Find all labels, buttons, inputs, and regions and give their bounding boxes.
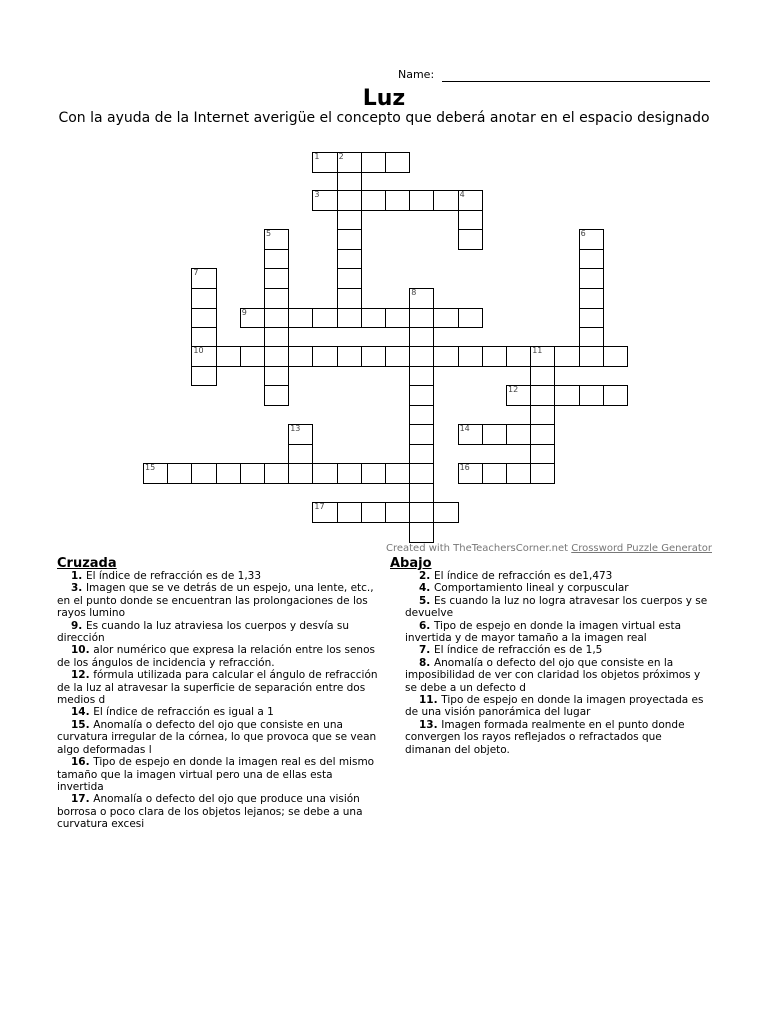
crossword-cell[interactable] [216,463,241,484]
clue-number: 12. [71,669,94,682]
crossword-cell[interactable] [143,463,168,484]
crossword-cell[interactable] [361,346,386,367]
cell-number: 6 [580,229,586,238]
clue-number: 11. [419,694,442,707]
clue-number: 10. [71,644,94,657]
down-clue [405,620,710,645]
crossword-cell[interactable] [458,210,483,230]
generator-link[interactable]: Crossword Puzzle Generator [571,543,712,554]
clue-text: Es cuando la luz atraviesa los cuerpos y desvía su dirección [57,619,350,645]
clue-number: 1. [71,570,86,582]
clue-text: El índice de refracción es de1,473 [433,570,613,582]
crossword-cell[interactable] [337,288,362,309]
clue-number: 14. [71,706,94,719]
crossword-cell[interactable] [409,366,434,386]
crossword-cell[interactable] [337,190,362,211]
clue-text: Imagen que se ve detrás de un espejo, una lente, etc., en el punto donde se encuentran las prolongaciones de los rayos lumino [57,582,374,620]
crossword-cell[interactable] [530,463,555,484]
across-clue [57,570,382,582]
crossword-cell[interactable] [288,444,313,464]
crossword-cell[interactable] [264,249,289,269]
crossword-cell[interactable] [337,249,362,269]
clue-text: Anomalía o defecto del ojo que consiste en una curvatura irregular de la córnea, lo que provoca que se vean algo deformadas l [57,718,377,756]
crossword-cell[interactable] [288,346,313,367]
across-clue [57,706,382,718]
crossword-cell[interactable] [409,346,434,367]
clue-text: Tipo de espejo en donde la imagen real es del mismo tamaño que la imagen virtual pero una de ellas esta invertida [57,756,375,793]
crossword-cell[interactable] [191,308,216,328]
credit-line [386,543,712,554]
crossword-cell[interactable] [337,268,362,289]
down-clue [405,657,710,694]
crossword-cell[interactable] [288,424,313,445]
cell-number: 11 [532,346,543,355]
cell-number: 2 [338,152,344,161]
crossword-cell[interactable] [554,385,579,406]
down-clue-list [405,570,710,756]
name-label: Name: [398,68,435,81]
crossword-cell[interactable] [385,463,410,484]
crossword-cell[interactable] [506,463,531,484]
crossword-cell[interactable] [385,308,410,328]
crossword-cell[interactable] [312,308,337,328]
cell-number: 1 [314,152,320,161]
crossword-cell[interactable] [361,190,386,211]
across-clue-list [57,570,382,831]
crossword-cell[interactable] [312,463,337,484]
clue-number: 2. [419,570,434,582]
clue-text: El índice de refracción es igual a 1 [93,706,274,719]
crossword-cell[interactable] [312,190,337,211]
clue-text: Anomalía o defecto del ojo que consiste en la imposibilidad de ver con claridad los objetos próximos y se debe a un defecto d [405,656,701,694]
crossword-cell[interactable] [264,308,289,328]
clue-number: 6. [419,619,434,632]
clue-text: fórmula utilizada para calcular el ángulo de refracción de la luz al atravesar la superficie de separación entre dos medios d [57,669,378,707]
clue-text: Tipo de espejo en donde la imagen virtual esta invertida y de mayor tamaño a la imagen real [405,619,682,645]
crossword-cell[interactable] [579,327,604,347]
crossword-cell[interactable] [337,229,362,250]
clue-number: 13. [419,718,442,731]
across-heading: Cruzada [57,556,117,571]
crossword-cell[interactable] [579,385,604,406]
crossword-cell[interactable] [579,268,604,289]
crossword-cell[interactable] [337,308,362,328]
down-clue [405,582,710,594]
crossword-cell[interactable] [579,346,604,367]
across-clue [57,644,382,669]
clue-text: Comportamiento lineal y corpuscular [433,582,629,595]
crossword-cell[interactable] [530,424,555,445]
crossword-cell[interactable] [288,463,313,484]
crossword-cell[interactable] [240,308,265,328]
crossword-cell[interactable] [409,463,434,484]
crossword-cell[interactable] [264,346,289,367]
across-clue [57,756,382,793]
crossword-cell[interactable] [530,346,555,367]
crossword-cell[interactable] [191,327,216,347]
across-clue [57,669,382,706]
crossword-cell[interactable] [433,502,458,523]
clue-number: 3. [71,582,86,595]
down-heading: Abajo [390,556,432,571]
crossword-cell[interactable] [337,502,362,523]
crossword-cell[interactable] [409,424,434,445]
cell-number: 8 [411,288,417,297]
crossword-cell[interactable] [579,229,604,250]
across-clue [57,620,382,645]
crossword-cell[interactable] [337,210,362,230]
crossword-cell[interactable] [361,308,386,328]
crossword-cell[interactable] [433,308,458,328]
crossword-cell[interactable] [603,385,628,406]
crossword-cell[interactable] [409,190,434,211]
crossword-cell[interactable] [409,288,434,309]
crossword-cell[interactable] [409,502,434,523]
clue-text: El índice de refracción es de 1,33 [85,570,262,582]
cell-number: 12 [508,385,519,394]
crossword-cell[interactable] [361,463,386,484]
across-clue [57,719,382,756]
crossword-cell[interactable] [409,444,434,464]
cell-number: 17 [314,502,325,511]
crossword-cell[interactable] [433,190,458,211]
down-clue [405,694,710,719]
crossword-cell[interactable] [191,288,216,309]
crossword-cell[interactable] [579,288,604,309]
crossword-cell[interactable] [385,346,410,367]
clue-text: Anomalía o defecto del ojo que produce una visión borrosa o poco clara de los objetos lejanos; se debe a una curvatura excesi [57,793,363,831]
cell-number: 15 [145,463,156,472]
clue-text: Es cuando la luz no logra atravesar los cuerpos y se devuelve [405,594,708,620]
crossword-cell[interactable] [530,405,555,425]
crossword-cell[interactable] [458,308,483,328]
down-clue [405,570,710,582]
cell-number: 5 [266,229,272,238]
crossword-cell[interactable] [264,229,289,250]
crossword-cell[interactable] [312,502,337,523]
crossword-cell[interactable] [506,424,531,445]
crossword-cell[interactable] [579,308,604,328]
clue-text: alor numérico que expresa la relación entre los senos de los ángulos de incidencia y refracción. [57,644,375,669]
crossword-cell[interactable] [337,152,362,173]
cell-number: 7 [193,268,199,277]
crossword-cell[interactable] [458,424,483,445]
crossword-cell[interactable] [458,190,483,211]
clue-text: El índice de refracción es de 1,5 [433,644,603,657]
crossword-cell[interactable] [191,366,216,386]
page-title: Luz [362,86,406,111]
crossword-cell[interactable] [337,463,362,484]
crossword-cell[interactable] [264,268,289,289]
crossword-cell[interactable] [191,463,216,484]
crossword-cell[interactable] [458,346,483,367]
crossword-cell[interactable] [409,405,434,425]
clue-number: 9. [71,619,86,632]
crossword-cell[interactable] [361,502,386,523]
crossword-cell[interactable] [409,483,434,503]
crossword-cell[interactable] [288,308,313,328]
crossword-cell[interactable] [409,385,434,406]
crossword-cell[interactable] [361,152,386,173]
crossword-cell[interactable] [240,346,265,367]
crossword-cell[interactable] [385,152,410,173]
crossword-cell[interactable] [240,463,265,484]
crossword-cell[interactable] [264,288,289,309]
down-clue [405,595,710,620]
clue-number: 7. [419,644,434,657]
crossword-cell[interactable] [530,385,555,406]
crossword-cell[interactable] [433,346,458,367]
crossword-cell[interactable] [458,463,483,484]
clue-number: 4. [419,582,434,595]
cell-number: 3 [314,190,320,199]
credit-text: Created with TheTeachersCorner.net [385,543,569,554]
crossword-cell[interactable] [191,268,216,289]
crossword-cell[interactable] [385,190,410,211]
crossword-cell[interactable] [312,152,337,173]
across-clue [57,582,382,619]
crossword-cell[interactable] [530,366,555,386]
crossword-cell[interactable] [216,346,241,367]
crossword-cell[interactable] [409,327,434,347]
crossword-cell[interactable] [312,346,337,367]
clue-number: 5. [419,594,434,607]
cell-number: 13 [290,424,301,433]
crossword-cell[interactable] [264,327,289,347]
crossword-cell[interactable] [191,346,216,367]
crossword-cell[interactable] [167,463,192,484]
crossword-cell[interactable] [337,172,362,191]
crossword-cell[interactable] [337,346,362,367]
crossword-cell[interactable] [264,463,289,484]
cell-number: 10 [193,346,204,355]
crossword-cell[interactable] [482,463,507,484]
crossword-cell[interactable] [409,308,434,328]
cell-number: 14 [459,424,470,433]
cell-number: 16 [459,463,470,472]
crossword-cell[interactable] [506,385,531,406]
clue-text: Tipo de espejo en donde la imagen proyectada es de una visión panorámica del lugar [405,694,704,719]
clue-text: Imagen formada realmente en el punto donde convergen los rayos reflejados o refractados que dimanan del objeto. [405,718,685,756]
down-clue [405,644,710,656]
cell-number: 4 [459,190,465,199]
cell-number: 9 [241,308,247,317]
crossword-cell[interactable] [385,502,410,523]
clue-number: 15. [71,718,94,731]
crossword-cell[interactable] [482,346,507,367]
instructions: Con la ayuda de la Internet averigüe el concepto que deberá anotar en el espacio designado [58,110,710,126]
crossword-cell[interactable] [264,385,289,406]
crossword-cell[interactable] [458,229,483,250]
crossword-cell[interactable] [506,346,531,367]
clue-number: 17. [71,793,94,806]
across-clue [57,793,382,830]
crossword-cell[interactable] [603,346,628,367]
clue-number: 16. [71,756,94,769]
crossword-cell[interactable] [579,249,604,269]
crossword-cell[interactable] [554,346,579,367]
clue-number: 8. [419,656,434,669]
crossword-cell[interactable] [409,522,434,543]
crossword-cell[interactable] [530,444,555,464]
crossword-cell[interactable] [264,366,289,386]
crossword-cell[interactable] [482,424,507,445]
down-clue [405,719,710,756]
